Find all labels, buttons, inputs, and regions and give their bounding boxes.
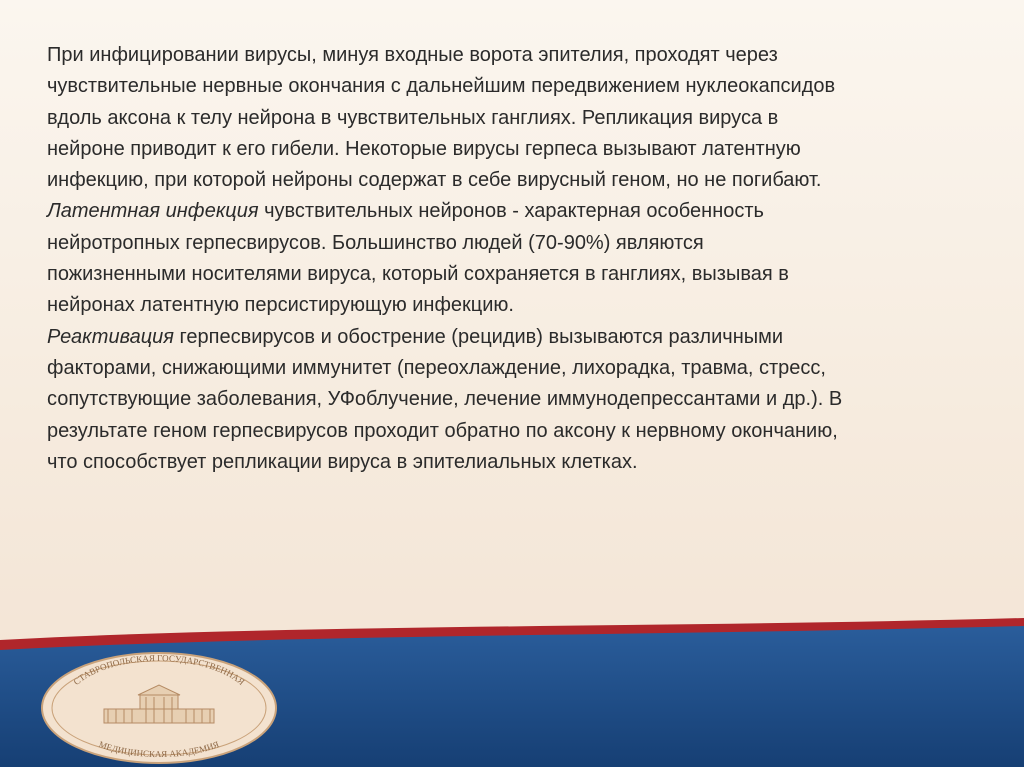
body-text bbox=[47, 40, 847, 478]
paragraph-reactivation bbox=[47, 322, 847, 478]
paragraph-text: герпесвирусов и обострение (рецидив) вызываются различными факторами, снижающими иммунитет (переохлаждение, лихорадка, травма, стресс, сопутствующие заболевания, УФоблучение, лечение иммунодепрессантами и др.). В результате геном герпесвирусов проходит обратно по аксону к нервному окончанию, что способствует репликации вируса в эпителиальных клетках. bbox=[47, 325, 843, 473]
paragraph-emphasis: Реактивация bbox=[47, 325, 174, 348]
academy-emblem bbox=[40, 651, 278, 765]
paragraph-text: чувствительных нейронов - характерная особенность нейротропных герпесвирусов. Большинство людей (70-90%) являются пожизненными носителями вируса, который сохраняется в ганглиях, вызывая в нейронах латентную персистирующую инфекцию. bbox=[47, 200, 789, 317]
academy-logo bbox=[40, 651, 278, 765]
paragraph-text: При инфицировании вирусы, минуя входные ворота эпителия, проходят через чувствительные нервные окончания с дальнейшим передвижением нуклеокапсидов вдоль аксона к телу нейрона в чувствительных ганглиях. Репликация вируса в нейроне приводит к его гибели. Некоторые вирусы герпеса вызывают латентную инфекцию, при которой нейроны содержат в себе вирусный геном, но не погибают. bbox=[47, 44, 836, 192]
paragraph-emphasis: Латентная инфекция bbox=[47, 200, 259, 223]
logo-bottom-text: МЕДИЦИНСКАЯ АКАДЕМИЯ bbox=[97, 739, 221, 760]
paragraph-latent-infection bbox=[47, 196, 847, 321]
logo-top-text: СТАВРОПОЛЬСКАЯ ГОСУДАРСТВЕННАЯ bbox=[71, 652, 247, 688]
paragraph-infection bbox=[47, 40, 847, 196]
